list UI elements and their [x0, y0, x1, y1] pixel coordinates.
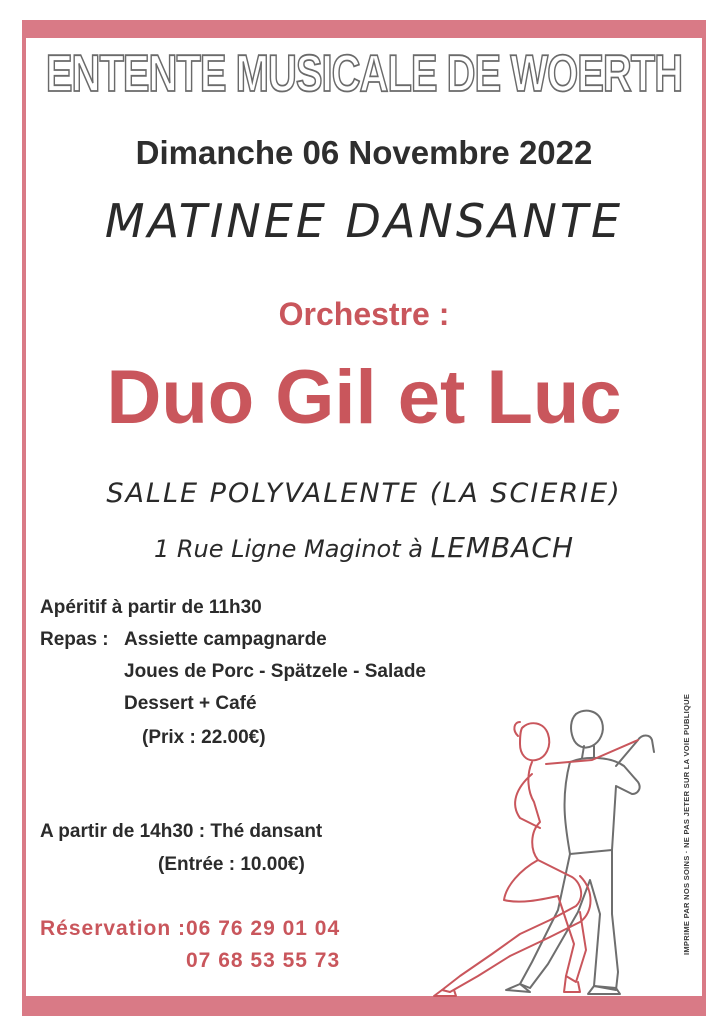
poster-border-right	[702, 20, 706, 1016]
tea-dance-price: (Entrée : 10.00€)	[158, 854, 305, 875]
venue-address	[26, 531, 702, 564]
poster-border-top	[22, 20, 706, 38]
address-city: LEMBACH	[430, 531, 575, 564]
orchestra-name: Duo Gil et Luc	[106, 355, 622, 440]
meal-price: (Prix : 22.00€)	[142, 727, 266, 748]
tea-dance-line: A partir de 14h30 : Thé dansant	[40, 821, 323, 842]
organizer-title: ENTENTE MUSICALE DE WOERTH	[45, 45, 683, 103]
print-notice: IMPRIME PAR NOS SOINS · NE PAS JETER SUR LA VOIE PUBLIQUE	[682, 693, 691, 955]
meal-line-2: Joues de Porc - Spätzele - Salade	[124, 661, 426, 682]
meal-line-1: Assiette campagnarde	[124, 629, 327, 650]
meal-label: Repas :	[40, 629, 109, 650]
poster-border-left	[22, 20, 26, 1016]
phone-number-2: 07 68 53 55 73	[186, 949, 341, 972]
address-street: 1 Rue Ligne Maginot à	[153, 535, 423, 563]
venue-name: SALLE POLYVALENTE (LA SCIERIE)	[106, 478, 622, 509]
aperitif-line: Apéritif à partir de 11h30	[40, 597, 262, 618]
reservation-label: Réservation :	[40, 917, 187, 940]
dancing-couple-icon	[380, 700, 680, 1000]
orchestra-label: Orchestre :	[278, 296, 450, 332]
event-title: MATINEE DANSANTE	[104, 194, 624, 248]
event-date: Dimanche 06 Novembre 2022	[135, 134, 593, 171]
phone-number-1: 06 76 29 01 04	[186, 917, 341, 940]
meal-line-3: Dessert + Café	[124, 693, 257, 714]
